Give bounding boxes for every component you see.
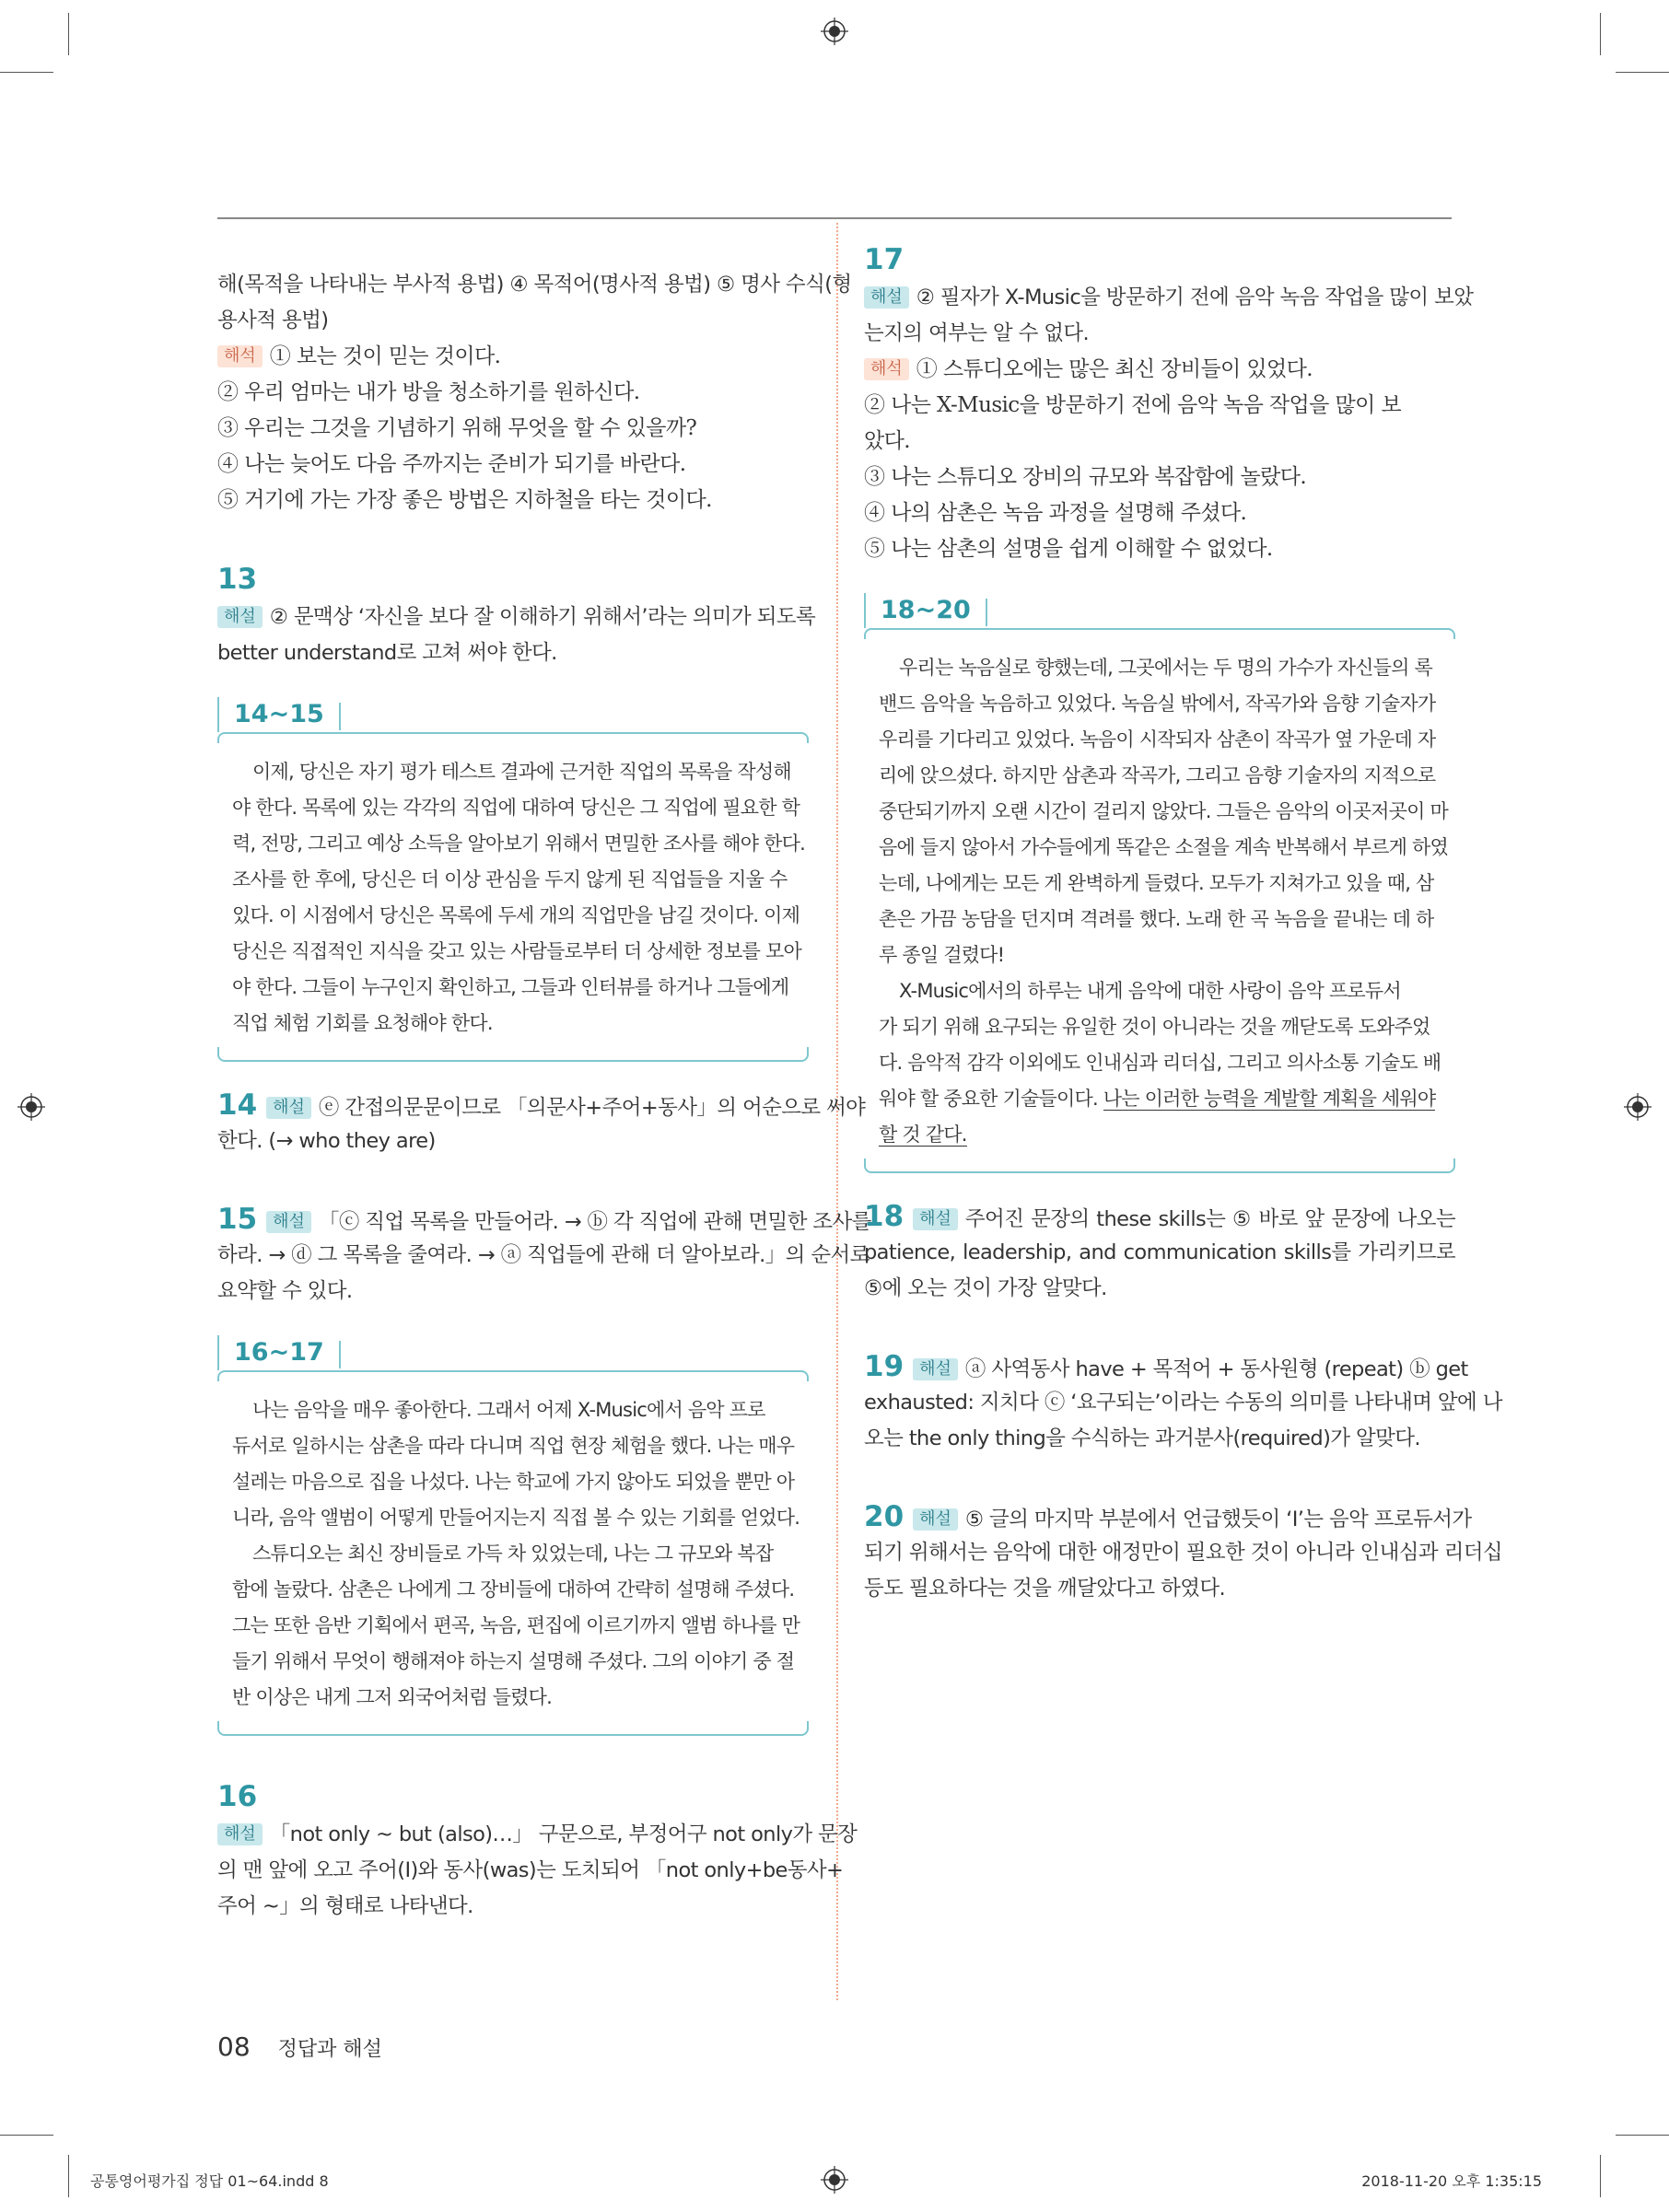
q17-translation-line: ③ 나는 스튜디오 장비의 규모와 복잡함에 놀랐다. [864, 465, 1307, 489]
header-rule [217, 217, 1452, 219]
q14-text-line: 한다. (→ who they are) [217, 1129, 436, 1153]
question-number: 14 [217, 1089, 258, 1122]
q12-translation-line: ④ 나는 늦어도 다음 주까지는 준비가 되기를 바란다. [217, 452, 686, 476]
q12-translation-line: ② 우리 엄마는 내가 방을 청소하기를 원하신다. [217, 380, 640, 404]
q14-text-line: ⓔ 간접의문문이므로 「의문사+주어+동사」의 어순으로 써야 [318, 1096, 866, 1120]
passage-line: 조사를 한 후에, 당신은 더 이상 관심을 두지 않게 된 직업들을 지울 수 [232, 868, 788, 891]
passage-line: 는데, 나에게는 모든 게 완벽하게 들렸다. 모두가 지쳐가고 있을 때, 삼 [879, 872, 1434, 894]
q15-text-line: 하라. → ⓓ 그 목록을 줄여라. → ⓐ 직업들에 관해 더 알아보라.」의 순서로 [217, 1243, 870, 1267]
left-column [217, 267, 871, 1925]
q18-text-line: ⑤에 오는 것이 가장 알맞다. [864, 1276, 1107, 1300]
explanation-tag: 해설 [266, 1097, 311, 1119]
registration-mark-icon [18, 1093, 45, 1121]
explanation-tag: 해설 [913, 1208, 958, 1230]
passage-line: 중단되기까지 오랜 시간이 걸리지 않았다. 그들은 음악의 이곳저곳이 마 [879, 800, 1448, 822]
passage-box-16-17 [217, 1335, 809, 1736]
underlined-sentence: 할 것 같다. [879, 1123, 967, 1146]
explanation-tag: 해설 [217, 606, 263, 628]
passage-line: X-Music에서의 하루는 내게 음악에 대한 사랑이 음악 프로듀서 [899, 980, 1401, 1002]
page-number: 08 [217, 2032, 251, 2062]
q17-translation-line: ④ 나의 삼촌은 녹음 과정을 설명해 주셨다. [864, 501, 1247, 525]
passage-box-18-20 [864, 593, 1455, 1173]
q19-text-line: exhausted: 지치다 ⓒ ‘요구되는’이라는 수동의 의미를 나타내며 앞에 나 [864, 1391, 1502, 1415]
q12-translation-line: ① 보는 것이 믿는 것이다. [269, 344, 501, 368]
section-title: 정답과 해설 [277, 2038, 382, 2061]
right-column [864, 241, 1503, 1607]
passage-line: 가 되기 위해 요구되는 유일한 것이 아니라는 것을 깨닫도록 도와주었 [879, 1016, 1430, 1038]
q12-explain-line: 용사적 용법) [217, 309, 329, 332]
underlined-sentence: 나는 이러한 능력을 계발할 계획을 세워야 [1103, 1088, 1436, 1110]
passage-line: 야 한다. 그들이 누구인지 확인하고, 그들과 인터뷰를 하거나 그들에게 [232, 976, 789, 998]
q19-text-line: 오는 the only thing을 수식하는 과거분사(required)가 알맞다. [864, 1426, 1420, 1450]
q15-text-line: 요약할 수 있다. [217, 1279, 353, 1303]
q17-translation-line: ① 스튜디오에는 많은 최신 장비들이 있었다. [916, 357, 1313, 381]
explanation-tag: 해설 [864, 286, 909, 309]
question-number: 18 [864, 1200, 905, 1233]
passage-line: 워야 할 중요한 기술들이다. [879, 1088, 1098, 1110]
q17-translation-line: ⑤ 나는 삼촌의 설명을 쉽게 이해할 수 없었다. [864, 537, 1273, 561]
translation-tag: 해석 [864, 358, 909, 380]
question-number: 15 [217, 1203, 258, 1236]
passage-line: 니라, 음악 앨범이 어떻게 만들어지는지 직접 볼 수 있는 기회를 얻었다. [232, 1507, 800, 1529]
explanation-tag: 해설 [217, 1823, 263, 1845]
question-number: 16 [217, 1780, 258, 1813]
q17-translation-line: 았다. [864, 429, 910, 453]
explanation-tag: 해설 [913, 1358, 958, 1380]
registration-mark-icon [1624, 1093, 1651, 1121]
print-slug-datetime: 2018-11-20 오후 1:35:15 [1361, 2172, 1542, 2190]
q18-text-line: 주어진 문장의 these skills는 ⑤ 바로 앞 문장에 나오는 [964, 1207, 1455, 1231]
q16-text-line: 주어 ~」의 형태로 나타낸다. [217, 1894, 473, 1918]
translation-tag: 해석 [217, 345, 263, 367]
passage-line: 음에 들지 않아서 가수들에게 똑같은 소절을 계속 반복해서 부르게 하였 [879, 836, 1448, 858]
passage-line: 루 종일 걸렸다! [879, 944, 1005, 966]
passage-line: 들기 위해서 무엇이 행해져야 하는지 설명해 주셨다. 그의 이야기 중 절 [232, 1650, 795, 1672]
q19-text-line: ⓐ 사역동사 have + 목적어 + 동사원형 (repeat) ⓑ get [964, 1357, 1468, 1381]
passage-line: 그는 또한 음반 기획에서 편곡, 녹음, 편집에 이르기까지 앨범 하나를 만 [232, 1614, 800, 1636]
passage-box-14-15 [217, 697, 809, 1062]
passage-line: 력, 전망, 그리고 예상 소득을 알아보기 위해서 면밀한 조사를 해야 한다. [232, 832, 805, 855]
q17-text-line: 는지의 여부는 알 수 없다. [864, 321, 1090, 345]
crop-mark [1616, 2135, 1669, 2136]
q17-text-line: ② 필자가 X-Music을 방문하기 전에 음악 녹음 작업을 많이 보았 [916, 285, 1474, 309]
crop-mark [0, 2135, 53, 2136]
explanation-tag: 해설 [266, 1211, 311, 1233]
q20-text-line: ⑤ 글의 마지막 부분에서 언급했듯이 ‘I’는 음악 프로듀서가 [964, 1508, 1472, 1531]
passage-line: 리에 앉으셨다. 하지만 삼촌과 작곡가, 그리고 음향 기술자의 지적으로 [879, 764, 1436, 786]
question-number: 19 [864, 1350, 905, 1383]
page-footer [217, 2032, 382, 2062]
passage-line: 밴드 음악을 녹음하고 있었다. 녹음실 밖에서, 작곡가와 음향 기술자가 [879, 693, 1436, 715]
passage-label: 18~20 [864, 593, 971, 628]
q12-translation-line: ⑤ 거기에 가는 가장 좋은 방법은 지하철을 타는 것이다. [217, 488, 712, 512]
q18-text-line: patience, leadership, and communication skills를 가리키므로 [864, 1240, 1455, 1264]
passage-line: 함에 놀랐다. 삼촌은 나에게 그 장비들에 대하여 간략히 설명해 주셨다. [232, 1578, 795, 1601]
q20-text-line: 되기 위해서는 음악에 대한 애정만이 필요한 것이 아니라 인내심과 리더십 [864, 1541, 1503, 1565]
passage-line: 이제, 당신은 자기 평가 테스트 결과에 근거한 직업의 목록을 작성해 [252, 761, 791, 783]
q13-text-line: ② 문맥상 ‘자신을 보다 잘 이해하기 위해서’라는 의미가 되도록 [269, 605, 816, 629]
q12-translation-line: ③ 우리는 그것을 기념하기 위해 무엇을 할 수 있을까? [217, 416, 697, 440]
crop-mark [68, 2155, 69, 2197]
passage-line: 우리는 녹음실로 향했는데, 그곳에서는 두 명의 가수가 자신들의 록 [899, 657, 1432, 679]
q16-text-line: 「not only ~ but (also)…」 구문으로, 부정어구 not only가 문장 [269, 1822, 858, 1846]
crop-mark [1616, 72, 1669, 73]
passage-line: 직업 체험 기회를 요청해야 한다. [232, 1012, 493, 1034]
passage-line: 당신은 직접적인 지식을 갖고 있는 사람들로부터 더 상세한 정보를 모아 [232, 940, 801, 962]
question-number: 20 [864, 1500, 905, 1533]
passage-line: 우리를 기다리고 있었다. 녹음이 시작되자 삼촌이 작곡가 옆 가운데 자 [879, 728, 1436, 751]
passage-label: 16~17 [217, 1335, 324, 1370]
passage-line: 반 이상은 내게 그저 외국어처럼 들렸다. [232, 1686, 553, 1708]
q20-text-line: 등도 필요하다는 것을 깨달았다고 하였다. [864, 1577, 1226, 1601]
crop-mark [68, 13, 69, 55]
q17-translation-line: ② 나는 X-Music을 방문하기 전에 음악 녹음 작업을 많이 보 [864, 393, 1402, 417]
crop-mark [1600, 13, 1601, 55]
print-slug-file: 공통영어평가집 정답 01~64.indd 8 [90, 2172, 329, 2190]
question-number: 17 [864, 243, 905, 276]
registration-mark-icon [821, 2166, 848, 2194]
passage-line: 다. 음악적 감각 이외에도 인내심과 리더십, 그리고 의사소통 기술도 배 [879, 1052, 1441, 1074]
passage-line: 야 한다. 목록에 있는 각각의 직업에 대하여 당신은 그 직업에 필요한 학 [232, 797, 800, 819]
passage-line: 촌은 가끔 농담을 던지며 격려를 했다. 노래 한 곡 녹음을 끝내는 데 하 [879, 908, 1434, 930]
registration-mark-icon [821, 17, 848, 45]
passage-line: 스튜디오는 최신 장비들로 가득 차 있었는데, 나는 그 규모와 복잡 [252, 1543, 774, 1565]
q15-text-line: 「ⓒ 직업 목록을 만들어라. → ⓑ 각 직업에 관해 면밀한 조사를 [318, 1210, 871, 1234]
passage-line: 나는 음악을 매우 좋아한다. 그래서 어제 X-Music에서 음악 프로 [252, 1399, 765, 1421]
explanation-tag: 해설 [913, 1508, 958, 1531]
q13-text-line: better understand로 고쳐 써야 한다. [217, 641, 557, 665]
question-number: 13 [217, 563, 258, 596]
crop-mark [1600, 2155, 1601, 2197]
passage-label: 14~15 [217, 697, 324, 732]
q12-explain-line: 해(목적을 나타내는 부사적 용법) ④ 목적어(명사적 용법) ⑤ 명사 수식(형 [217, 273, 852, 297]
q16-text-line: 의 맨 앞에 오고 주어(I)와 동사(was)는 도치되어 「not only+be동사+ [217, 1858, 844, 1882]
passage-line: 있다. 이 시점에서 당신은 목록에 두세 개의 직업만을 남길 것이다. 이제 [232, 904, 800, 926]
crop-mark [0, 72, 53, 73]
passage-line: 듀서로 일하시는 삼촌을 따라 다니며 직업 현장 체험을 했다. 나는 매우 [232, 1435, 795, 1457]
passage-line: 설레는 마음으로 집을 나섰다. 나는 학교에 가지 않아도 되었을 뿐만 아 [232, 1471, 795, 1493]
